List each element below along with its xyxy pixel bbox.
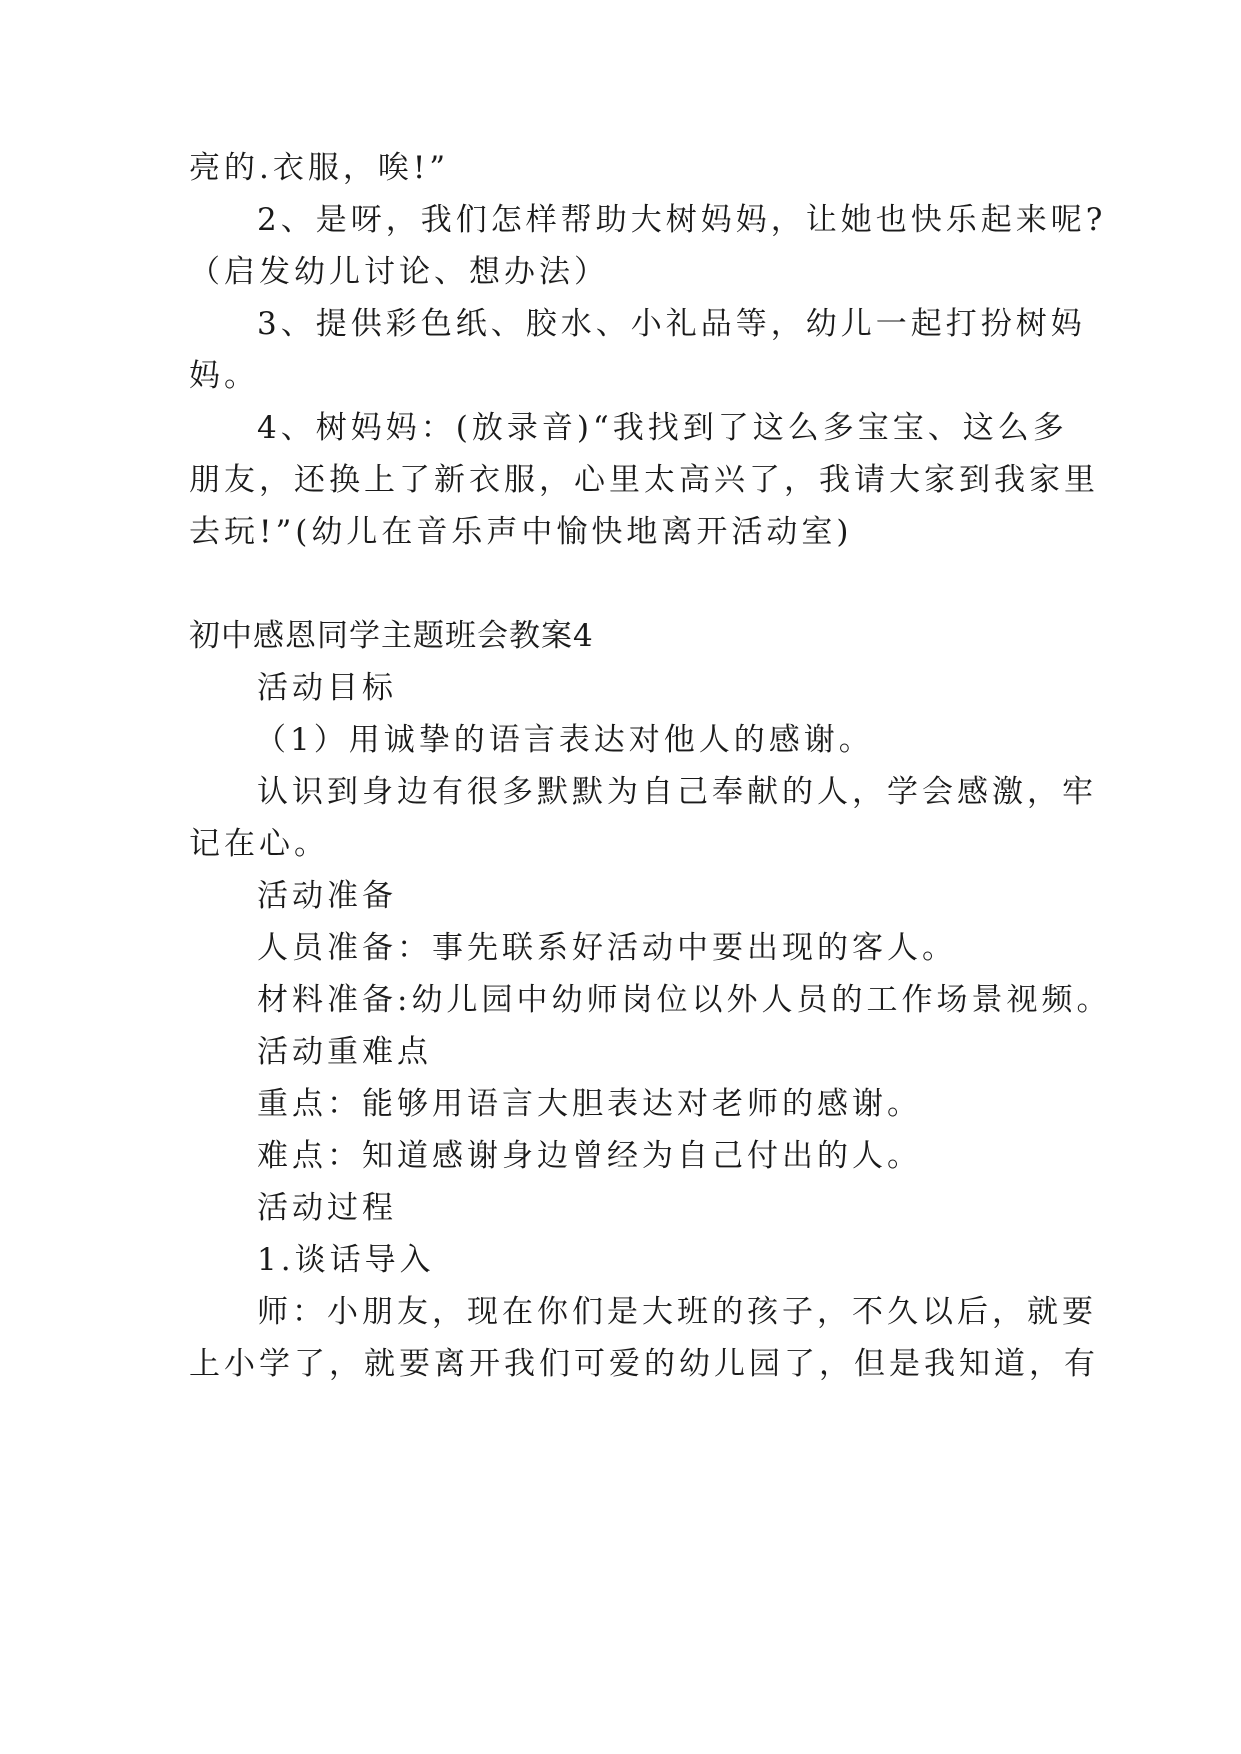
text-line: 记在心。 bbox=[189, 826, 329, 862]
text-line: （1）用诚挚的语言表达对他人的感谢。 bbox=[255, 722, 874, 758]
text-line: 上小学了，就要离开我们可爱的幼儿园了，但是我知道，有 bbox=[189, 1346, 1099, 1382]
text-line: 1.谈话导入 bbox=[257, 1242, 435, 1278]
text-line: 去玩!”(幼儿在音乐声中愉快地离开活动室) bbox=[189, 514, 853, 550]
text-line: 4、树妈妈：(放录音)“我找到了这么多宝宝、这么多 bbox=[257, 410, 1068, 446]
text-line: 妈。 bbox=[189, 358, 259, 394]
section-title: 初中感恩同学主题班会教案4 bbox=[189, 618, 594, 654]
subheading: 活动过程 bbox=[257, 1190, 397, 1226]
text-line: （启发幼儿讨论、想办法） bbox=[189, 254, 609, 290]
text-line: 亮的.衣服，唉!” bbox=[189, 150, 450, 186]
subheading: 活动准备 bbox=[257, 878, 397, 914]
text-line: 师：小朋友，现在你们是大班的孩子，不久以后，就要 bbox=[257, 1294, 1097, 1330]
text-line: 认识到身边有很多默默为自己奉献的人，学会感激，牢 bbox=[257, 774, 1097, 810]
text-line: 2、是呀，我们怎样帮助大树妈妈，让她也快乐起来呢? bbox=[257, 202, 1107, 238]
text-line: 材料准备:幼儿园中幼师岗位以外人员的工作场景视频。 bbox=[257, 982, 1112, 1018]
text-line: 3、提供彩色纸、胶水、小礼品等，幼儿一起打扮树妈 bbox=[257, 306, 1086, 342]
text-line: 重点：能够用语言大胆表达对老师的感谢。 bbox=[257, 1086, 922, 1122]
text-line: 难点：知道感谢身边曾经为自己付出的人。 bbox=[257, 1138, 922, 1174]
text-line: 人员准备：事先联系好活动中要出现的客人。 bbox=[257, 930, 957, 966]
subheading: 活动目标 bbox=[257, 670, 397, 706]
text-line: 朋友，还换上了新衣服，心里太高兴了，我请大家到我家里 bbox=[189, 462, 1099, 498]
subheading: 活动重难点 bbox=[257, 1034, 432, 1070]
